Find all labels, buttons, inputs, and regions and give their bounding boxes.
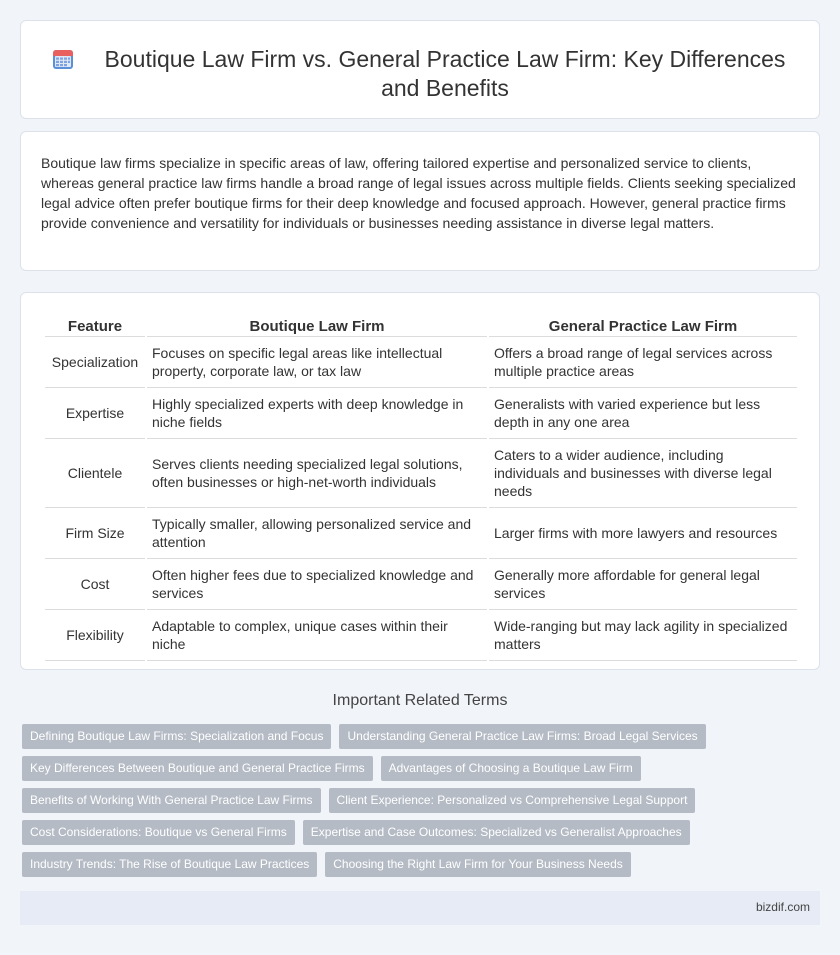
table-header-general: General Practice Law Firm [489, 315, 797, 337]
table-row [45, 388, 797, 439]
footer-site-link[interactable]: bizdif.com [755, 900, 810, 914]
comparison-table [43, 315, 799, 661]
related-term-tag[interactable]: Cost Considerations: Boutique vs General Firms [22, 820, 295, 845]
table-cell-boutique: Serves clients needing specialized legal solutions, often businesses or high-net-worth individuals [147, 439, 487, 508]
table-cell-general: Larger firms with more lawyers and resources [489, 508, 797, 559]
table-cell-boutique: Adaptable to complex, unique cases within their niche [147, 610, 487, 661]
intro-text: Boutique law firms specialize in specific areas of law, offering tailored expertise and personalized service to clients, whereas general practice law firms handle a broad range of legal issues across multiple fields. Clients seeking specialized legal advice often prefer boutique firms for their deep knowledge and focused approach. However, general practice firms provide convenience and versatility for individuals or businesses needing assistance in diverse legal matters. [41, 155, 796, 231]
table-cell-feature: Flexibility [45, 610, 145, 661]
related-term-tag[interactable]: Client Experience: Personalized vs Comprehensive Legal Support [329, 788, 696, 813]
table-cell-feature: Expertise [45, 388, 145, 439]
table-cell-boutique: Highly specialized experts with deep knowledge in niche fields [147, 388, 487, 439]
table-cell-feature: Firm Size [45, 508, 145, 559]
related-term-tag[interactable]: Advantages of Choosing a Boutique Law Firm [381, 756, 641, 781]
table-row [45, 508, 797, 559]
table-cell-boutique: Focuses on specific legal areas like intellectual property, corporate law, or tax law [147, 337, 487, 388]
table-cell-general: Wide-ranging but may lack agility in specialized matters [489, 610, 797, 661]
intro-card [20, 131, 820, 271]
table-header-row [45, 315, 797, 337]
table-cell-general: Generally more affordable for general legal services [489, 559, 797, 610]
table-cell-feature: Specialization [45, 337, 145, 388]
page-title: Boutique Law Firm vs. General Practice Law Firm: Key Differences and Benefits [104, 46, 786, 101]
header-card [20, 20, 820, 119]
table-cell-boutique: Often higher fees due to specialized knowledge and services [147, 559, 487, 610]
related-terms-list [22, 724, 802, 877]
table-row [45, 559, 797, 610]
table-row [45, 610, 797, 661]
table-cell-feature: Clientele [45, 439, 145, 508]
calendar-icon [51, 47, 75, 71]
table-row [45, 439, 797, 508]
table-row [45, 337, 797, 388]
related-term-tag[interactable]: Expertise and Case Outcomes: Specialized vs Generalist Approaches [303, 820, 690, 845]
related-term-tag[interactable]: Key Differences Between Boutique and General Practice Firms [22, 756, 373, 781]
related-term-tag[interactable]: Understanding General Practice Law Firms: Broad Legal Services [339, 724, 705, 749]
table-header-feature: Feature [45, 315, 145, 337]
table-cell-feature: Cost [45, 559, 145, 610]
footer [20, 891, 820, 925]
related-term-tag[interactable]: Benefits of Working With General Practice Law Firms [22, 788, 321, 813]
related-term-tag[interactable]: Choosing the Right Law Firm for Your Business Needs [325, 852, 630, 877]
table-cell-general: Offers a broad range of legal services across multiple practice areas [489, 337, 797, 388]
table-header-boutique: Boutique Law Firm [147, 315, 487, 337]
table-cell-general: Caters to a wider audience, including individuals and businesses with diverse legal needs [489, 439, 797, 508]
related-term-tag[interactable]: Industry Trends: The Rise of Boutique Law Practices [22, 852, 317, 877]
comparison-table-card [20, 292, 820, 670]
related-term-tag[interactable]: Defining Boutique Law Firms: Specialization and Focus [22, 724, 331, 749]
table-cell-boutique: Typically smaller, allowing personalized service and attention [147, 508, 487, 559]
related-terms-title: Important Related Terms [332, 692, 508, 709]
table-cell-general: Generalists with varied experience but less depth in any one area [489, 388, 797, 439]
